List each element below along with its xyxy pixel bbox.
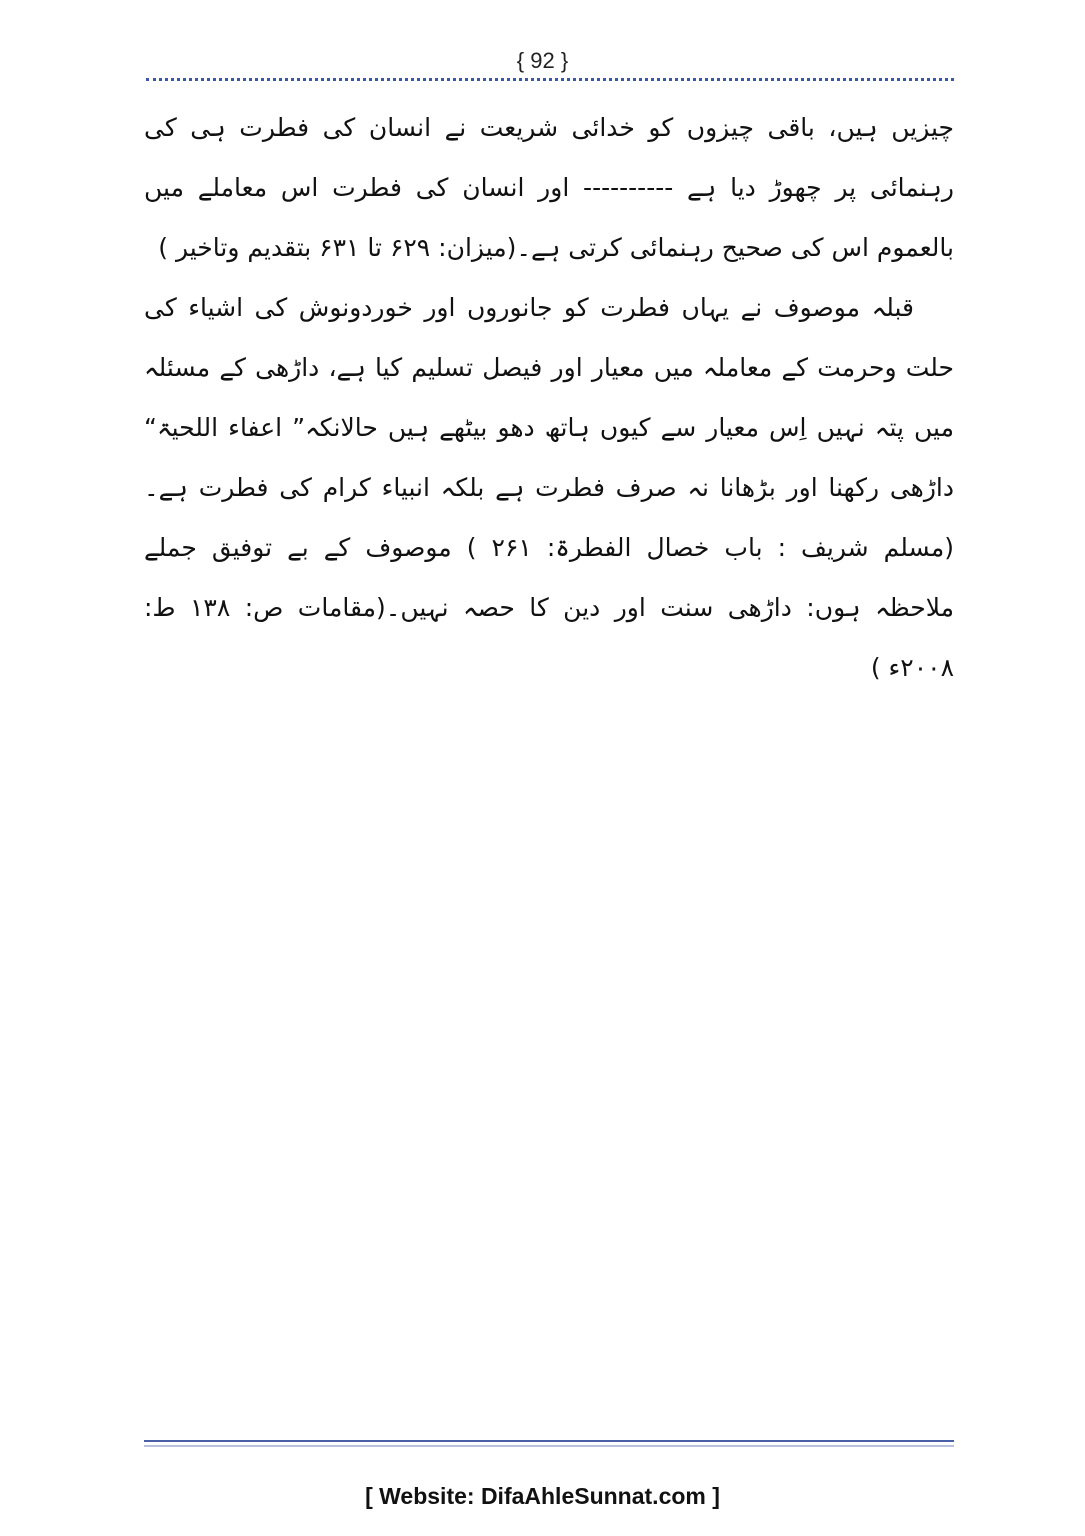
website-footer: [ Website: DifaAhleSunnat.com ]	[365, 1483, 720, 1509]
header-dotted-rule	[146, 78, 954, 81]
footer-rule-secondary	[144, 1445, 954, 1447]
paragraph: قبلہ موصوف نے یہاں فطرت کو جانوروں اور خوردونوش کی اشیاء کی حلت وحرمت کے معاملہ میں معیار اور فیصل تسلیم کیا ہے، داڑھی کے مسئلہ میں پتہ نہیں اِس معیار سے کیوں ہاتھ دھو بیٹھے ہیں حالانکہ” اعفاء اللحیۃ“ داڑھی رکھنا اور بڑھانا نہ صرف فطرت ہے بلکہ انبیاء کرام کی فطرت ہے۔(مسلم شریف : باب خصال الفطرۃ: ۲۶۱ ) موصوف کے بے توفیق جملے ملاحظہ ہوں: داڑھی سنت اور دین کا حصہ نہیں۔(مقامات ص: ۱۳۸ ط: ۲۰۰۸ء )	[144, 293, 954, 682]
footer-rule	[144, 1440, 954, 1442]
paragraph: چیزیں ہیں، باقی چیزوں کو خدائی شریعت نے انسان کی فطرت ہی کی رہنمائی پر چھوڑ دیا ہے ---------- اور انسان کی فطرت اس معاملے میں بالعموم اس کی صحیح رہنمائی کرتی ہے۔(میزان: ۶۲۹ تا ۶۳۱ بتقدیم وتاخیر )	[144, 113, 954, 262]
page-body	[144, 98, 954, 698]
page-number: { 92 }	[516, 48, 569, 73]
